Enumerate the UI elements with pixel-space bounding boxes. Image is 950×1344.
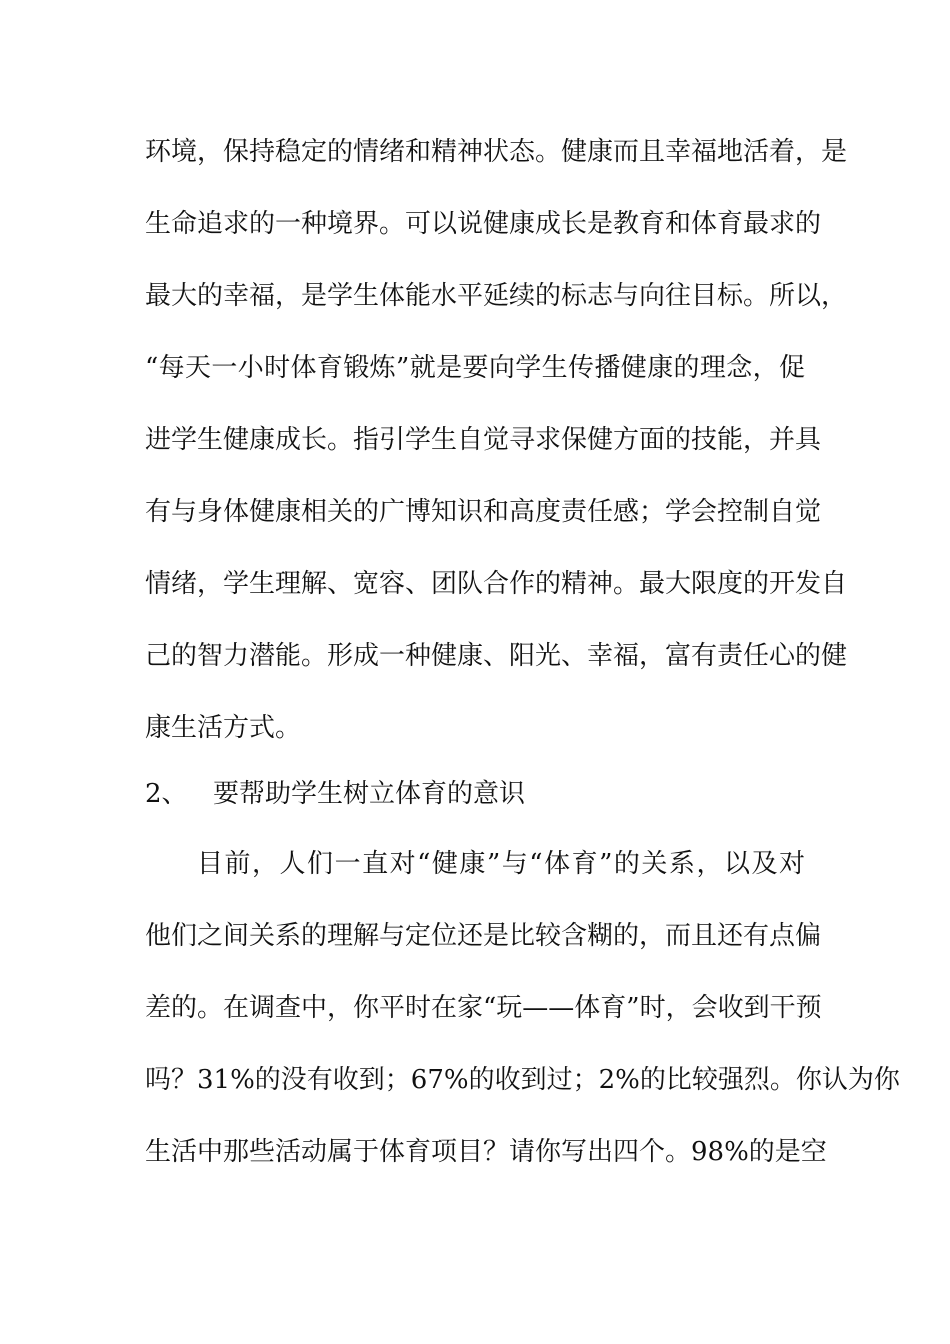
paragraph-2-line-1: 目前，人们一直对“健康”与“体育”的关系，以及对 bbox=[197, 849, 805, 879]
paragraph-1-line-4: “每天一小时体育锻炼”就是要向学生传播健康的理念，促 bbox=[145, 353, 805, 383]
paragraph-2-line-3: 差的。在调查中，你平时在家“玩——体育”时，会收到干预 bbox=[145, 993, 822, 1023]
paragraph-1-line-9: 康生活方式。 bbox=[145, 713, 302, 743]
paragraph-2-line-4: 吗？31%的没有收到；67%的收到过；2%的比较强烈。你认为你 bbox=[145, 1065, 900, 1095]
paragraph-1-line-6: 有与身体健康相关的广博知识和高度责任感；学会控制自觉 bbox=[145, 497, 822, 527]
paragraph-1-line-2: 生命追求的一种境界。可以说健康成长是教育和体育最求的 bbox=[145, 209, 822, 239]
paragraph-1-line-5: 进学生健康成长。指引学生自觉寻求保健方面的技能，并具 bbox=[145, 425, 822, 455]
section-2-title: 要帮助学生树立体育的意识 bbox=[213, 779, 526, 809]
paragraph-1-line-7: 情绪，学生理解、宽容、团队合作的精神。最大限度的开发自 bbox=[145, 569, 848, 599]
paragraph-2-line-2: 他们之间关系的理解与定位还是比较含糊的，而且还有点偏 bbox=[145, 921, 822, 951]
paragraph-1-line-8: 己的智力潜能。形成一种健康、阳光、幸福，富有责任心的健 bbox=[145, 641, 848, 671]
paragraph-1-line-1: 环境，保持稳定的情绪和精神状态。健康而且幸福地活着，是 bbox=[145, 137, 848, 167]
section-2-number: 2、 bbox=[145, 779, 188, 809]
paragraph-1-line-3: 最大的幸福，是学生体能水平延续的标志与向往目标。所以， bbox=[145, 281, 848, 311]
section-2-heading bbox=[145, 778, 525, 810]
paragraph-2-line-5: 生活中那些活动属于体育项目？请你写出四个。98%的是空 bbox=[145, 1137, 827, 1167]
